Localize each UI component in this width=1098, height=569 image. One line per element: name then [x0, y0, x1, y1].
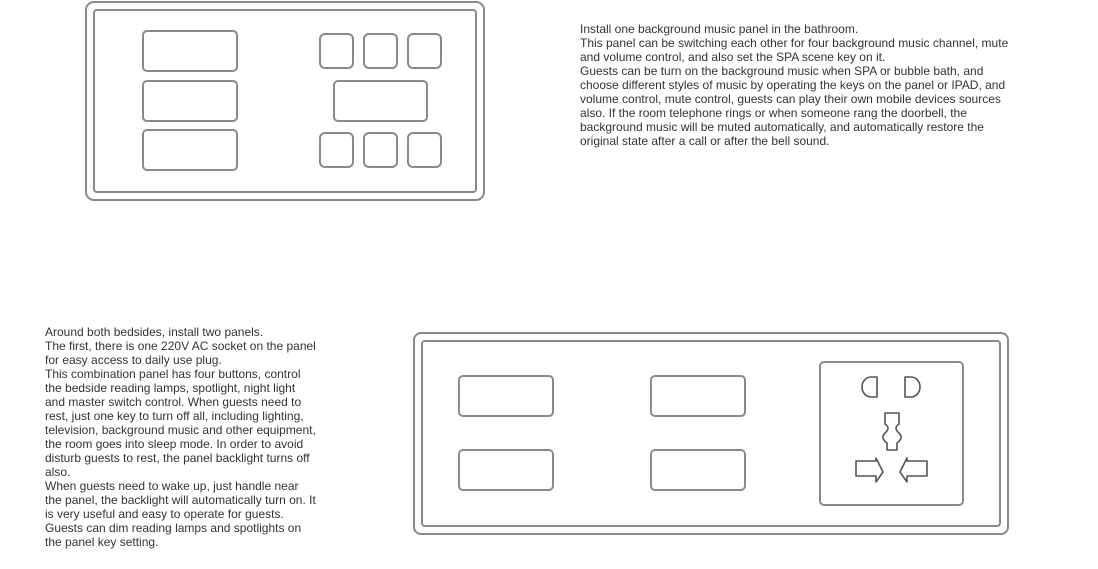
description-line: rest, just one key to turn off all, including lighting, — [45, 409, 304, 423]
description-line: When guests need to wake up, just handle near — [45, 479, 299, 493]
description-line: disturb guests to rest, the panel backlight turns off — [45, 451, 310, 465]
music-small-key — [320, 34, 353, 68]
music-panel-description — [580, 22, 1050, 148]
music-center-key — [334, 81, 427, 121]
description-line: the room goes into sleep mode. In order to avoid — [45, 437, 304, 451]
bedside-key — [459, 450, 553, 490]
music-small-key — [408, 133, 441, 167]
music-small-key — [364, 34, 397, 68]
music-channel-key — [143, 81, 237, 121]
description-line: television, background music and other equipment, — [45, 423, 316, 437]
description-line: This panel can be switching each other for four background music channel, mute — [580, 36, 1009, 50]
ac-socket-module — [820, 362, 963, 505]
music-small-key — [408, 34, 441, 68]
bedside-panel-description — [45, 325, 335, 549]
description-line: choose different styles of music by operating the keys on the panel or IPAD, and — [580, 78, 1006, 92]
description-line: also. — [45, 465, 71, 479]
description-line: This combination panel has four buttons, control — [45, 367, 301, 381]
description-line: the bedside reading lamps, spotlight, night light — [45, 381, 296, 395]
bedside-panel-outer-frame — [414, 333, 1008, 534]
description-line: is very useful and easy to operate for guests. — [45, 507, 284, 521]
description-line: original state after a call or after the bell sound. — [580, 134, 830, 148]
description-line: Guests can dim reading lamps and spotlights on — [45, 521, 302, 535]
description-line: background music will be muted automatically, and automatically restore the — [580, 120, 984, 134]
description-line: also. If the room telephone rings or when someone rang the doorbell, the — [580, 106, 967, 120]
music-small-key — [320, 133, 353, 167]
description-line: the panel key setting. — [45, 535, 159, 549]
description-line: Guests can be turn on the background music when SPA or bubble bath, and — [580, 64, 984, 78]
description-line: and master switch control. When guests need to — [45, 395, 302, 409]
bedside-key — [459, 376, 553, 416]
music-channel-key — [143, 130, 237, 170]
description-line: for easy access to daily use plug. — [45, 353, 222, 367]
bedside-key — [651, 450, 745, 490]
description-line: Install one background music panel in the bathroom. — [580, 22, 859, 36]
description-line: volume control, mute control, guests can play their own mobile devices sources — [580, 92, 1001, 106]
music-channel-key — [143, 31, 237, 71]
description-line: Around both bedsides, install two panels. — [45, 325, 264, 339]
ac-socket-icon — [856, 377, 927, 482]
bedside-key — [651, 376, 745, 416]
music-panel-drawing — [0, 0, 500, 210]
bedside-panel-inner-frame — [422, 341, 1000, 526]
description-line: and volume control, and also set the SPA scene key on it. — [580, 50, 886, 64]
description-line: The first, there is one 220V AC socket on the panel — [45, 339, 316, 353]
description-line: the panel, the backlight will automatically turn on. It — [45, 493, 316, 507]
music-small-key — [364, 133, 397, 167]
